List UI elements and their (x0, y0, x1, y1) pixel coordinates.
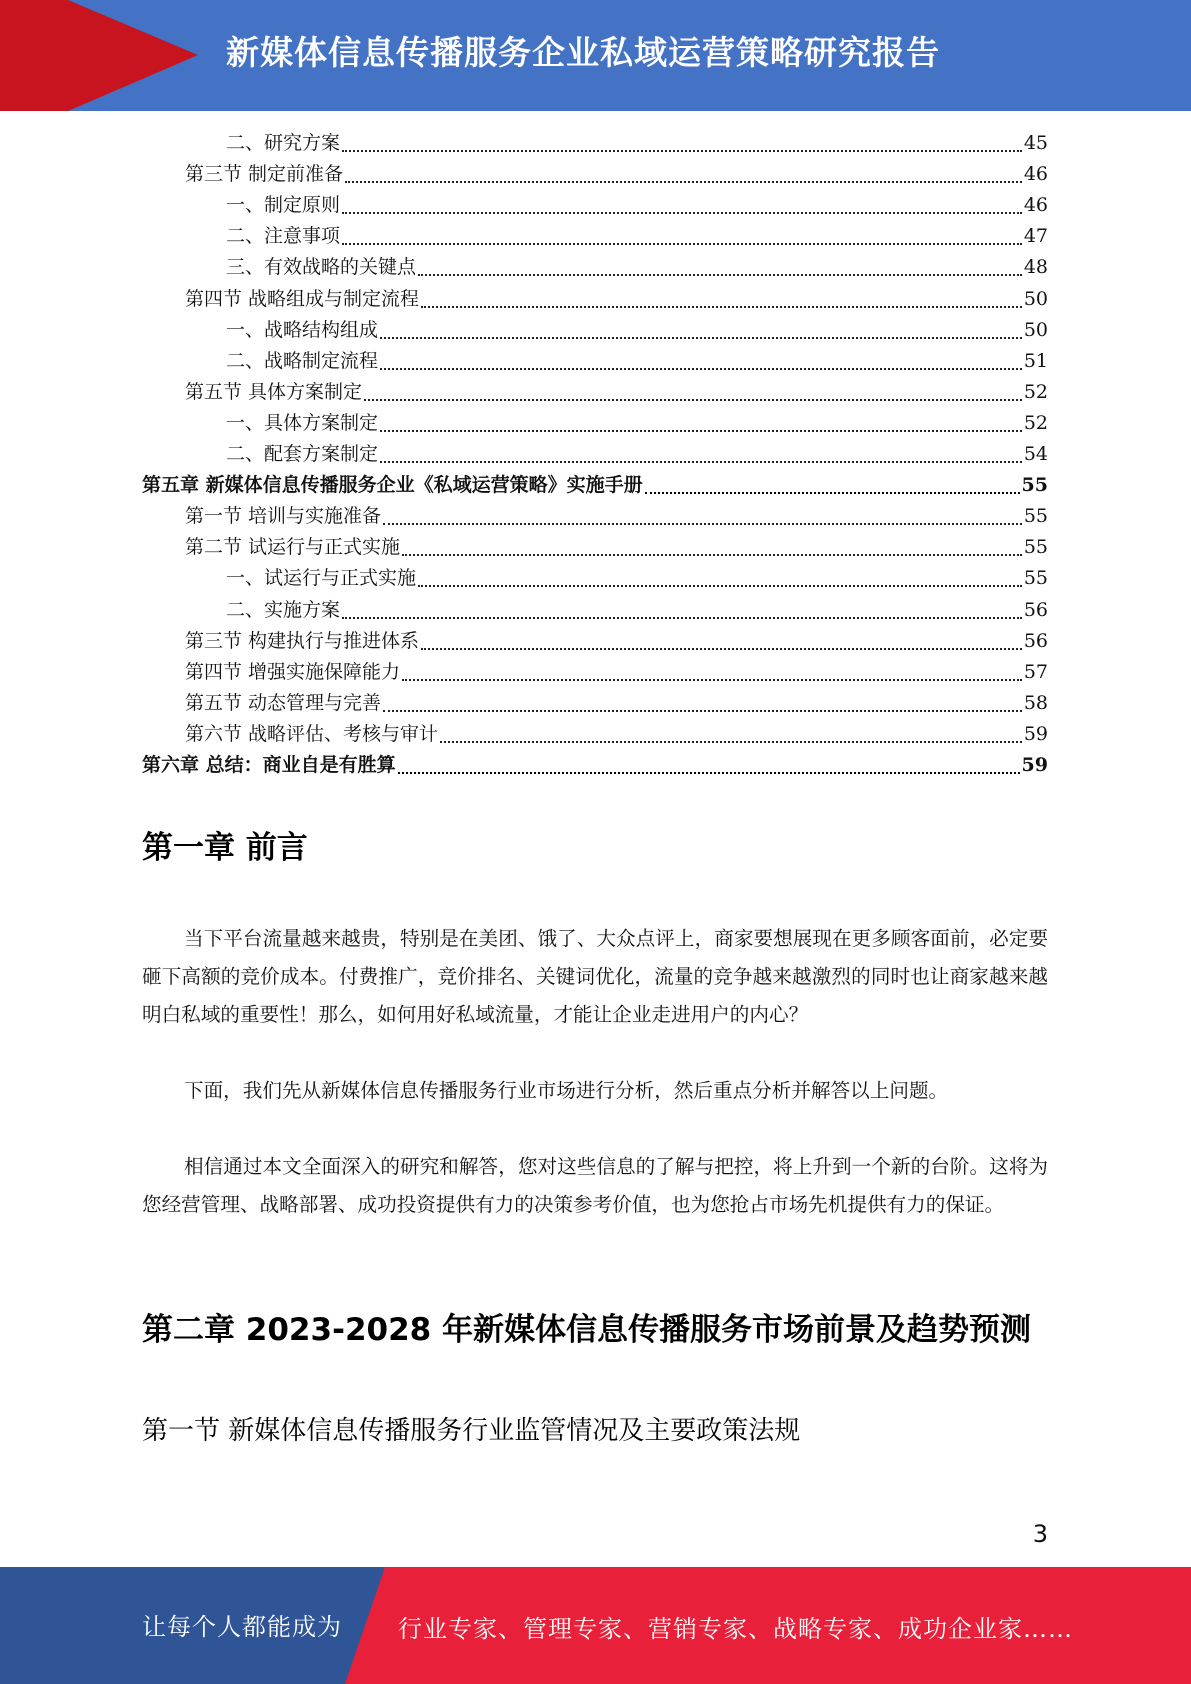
toc-entry-page: 52 (1023, 380, 1048, 403)
toc-entry-label: 第五节 具体方案制定 (185, 380, 363, 403)
toc-entry[interactable] (226, 346, 1048, 377)
toc-leader-dots (440, 741, 1022, 743)
toc-entry-page: 58 (1023, 691, 1048, 714)
toc-entry[interactable] (185, 284, 1048, 315)
toc-entry-page: 46 (1023, 163, 1048, 186)
toc-entry[interactable] (226, 408, 1048, 439)
toc-leader-dots (380, 368, 1022, 370)
toc-leader-dots (402, 679, 1022, 681)
section-heading: 第一节 新媒体信息传播服务行业监管情况及主要政策法规 (142, 1416, 801, 1446)
toc-entry-label: 第五章 新媒体信息传播服务企业《私域运营策略》实施手册 (142, 474, 643, 497)
toc-leader-dots (380, 461, 1022, 463)
report-title: 新媒体信息传播服务企业私域运营策略研究报告 (226, 33, 940, 72)
toc-entry[interactable] (226, 315, 1048, 346)
toc-entry-label: 二、研究方案 (226, 132, 341, 154)
toc-entry[interactable] (226, 190, 1048, 221)
footer-slogan-left: 让每个人都能成为 (142, 1613, 342, 1641)
header-red-block (0, 0, 68, 111)
toc-entry-page: 52 (1023, 411, 1048, 434)
intro-paragraph-1: 当下平台流量越来越贵，特别是在美团、饿了、大众点评上，商家要想展现在更多顾客面前，必定要砸下高额的竞价成本。付费推广，竞价排名、关键词优化，流量的竞争越来越激烈的同时也让商家越来越明白私域的重要性！那么，如何用好私域流量，才能让企业走进用户的内心？ (142, 927, 1048, 1026)
toc-leader-dots (383, 710, 1022, 712)
toc-leader-dots (380, 430, 1022, 432)
toc-leader-dots (421, 306, 1022, 308)
toc-leader-dots (421, 648, 1022, 650)
toc-entry-label: 二、战略制定流程 (226, 349, 379, 372)
toc-entry[interactable] (226, 221, 1048, 252)
toc-entry-page: 55 (1021, 474, 1048, 497)
toc-entry-label: 第五节 动态管理与完善 (185, 691, 382, 714)
toc-leader-dots (402, 554, 1022, 556)
toc-entry[interactable] (226, 595, 1048, 626)
toc-entry[interactable] (142, 470, 1048, 501)
toc-entry[interactable] (185, 688, 1048, 719)
toc-leader-dots (364, 399, 1022, 401)
toc-entry[interactable] (226, 128, 1048, 159)
toc-entry-label: 一、具体方案制定 (226, 411, 379, 434)
toc-entry-page: 45 (1023, 132, 1048, 154)
toc-leader-dots (383, 523, 1022, 525)
toc-entry-page: 57 (1023, 660, 1048, 683)
page-footer (0, 1567, 1191, 1684)
toc-entry-label: 第四节 增强实施保障能力 (185, 660, 401, 683)
toc-leader-dots (342, 243, 1022, 245)
toc-entry-page: 47 (1023, 225, 1048, 248)
toc-entry-page: 59 (1021, 754, 1048, 776)
toc-entry[interactable] (185, 719, 1048, 750)
toc-entry-page: 55 (1023, 567, 1048, 590)
toc-entry[interactable] (185, 159, 1048, 190)
toc-entry-page: 48 (1023, 256, 1048, 279)
toc-entry-page: 56 (1023, 598, 1048, 621)
toc-entry[interactable] (226, 563, 1048, 594)
toc-entry[interactable] (226, 252, 1048, 283)
toc-entry-label: 第六章 总结：商业自是有胜算 (142, 754, 396, 776)
toc-leader-dots (418, 274, 1022, 276)
toc-entry[interactable] (142, 750, 1048, 781)
toc-entry-label: 第三节 构建执行与推进体系 (185, 629, 420, 652)
toc-entry-label: 二、实施方案 (226, 598, 341, 621)
toc-entry-page: 51 (1023, 349, 1048, 372)
toc-entry[interactable] (185, 377, 1048, 408)
page-number: 3 (1032, 1520, 1048, 1548)
toc-entry-page: 54 (1023, 443, 1048, 465)
toc-leader-dots (380, 337, 1022, 339)
toc-entry[interactable] (185, 626, 1048, 657)
toc-entry-label: 第一节 培训与实施准备 (185, 505, 382, 528)
toc-entry-label: 一、制定原则 (226, 194, 341, 217)
chapter-1-heading: 第一章 前言 (142, 830, 308, 866)
toc-entry-label: 一、战略结构组成 (226, 318, 379, 341)
toc-leader-dots (645, 492, 1020, 494)
toc-entry-label: 二、注意事项 (226, 225, 341, 248)
toc-leader-dots (398, 772, 1020, 774)
page-header (0, 0, 1191, 111)
toc-entry-page: 46 (1023, 194, 1048, 217)
toc-entry-label: 第二节 试运行与正式实施 (185, 536, 401, 559)
header-chevron-icon (68, 0, 198, 111)
intro-paragraph-3: 相信通过本文全面深入的研究和解答，您对这些信息的了解与把控，将上升到一个新的台阶。这将为您经营管理、战略部署、成功投资提供有力的决策参考价值，也为您抢占市场先机提供有力的保证。 (142, 1155, 1048, 1216)
toc-entry-label: 一、试运行与正式实施 (226, 567, 417, 590)
toc-leader-dots (345, 181, 1022, 183)
toc-entry-page: 59 (1023, 722, 1048, 745)
toc-entry[interactable] (185, 501, 1048, 532)
toc-entry-label: 三、有效战略的关键点 (226, 256, 417, 279)
toc-leader-dots (342, 212, 1022, 214)
intro-paragraph-2: 下面，我们先从新媒体信息传播服务行业市场进行分析，然后重点分析并解答以上问题。 (184, 1079, 949, 1102)
toc-entry-page: 56 (1023, 629, 1048, 652)
toc-entry-label: 第四节 战略组成与制定流程 (185, 287, 420, 310)
toc-leader-dots (342, 617, 1022, 619)
toc-entry[interactable] (185, 532, 1048, 563)
toc-entry-page: 55 (1023, 536, 1048, 559)
toc-entry[interactable] (226, 439, 1048, 470)
toc-entry-label: 二、配套方案制定 (226, 443, 379, 465)
toc-entry-page: 50 (1023, 287, 1048, 310)
toc-entry[interactable] (185, 657, 1048, 688)
toc-entry-page: 50 (1023, 318, 1048, 341)
chapter-2-heading: 第二章 2023-2028 年新媒体信息传播服务市场前景及趋势预测 (142, 1312, 1032, 1348)
toc-entry-label: 第六节 战略评估、考核与审计 (185, 722, 439, 745)
footer-slogan-right: 行业专家、管理专家、营销专家、战略专家、成功企业家…… (398, 1615, 1073, 1643)
toc-entry-page: 55 (1023, 505, 1048, 528)
toc-entry-label: 第三节 制定前准备 (185, 163, 344, 186)
toc-leader-dots (342, 150, 1022, 152)
toc-leader-dots (418, 585, 1022, 587)
